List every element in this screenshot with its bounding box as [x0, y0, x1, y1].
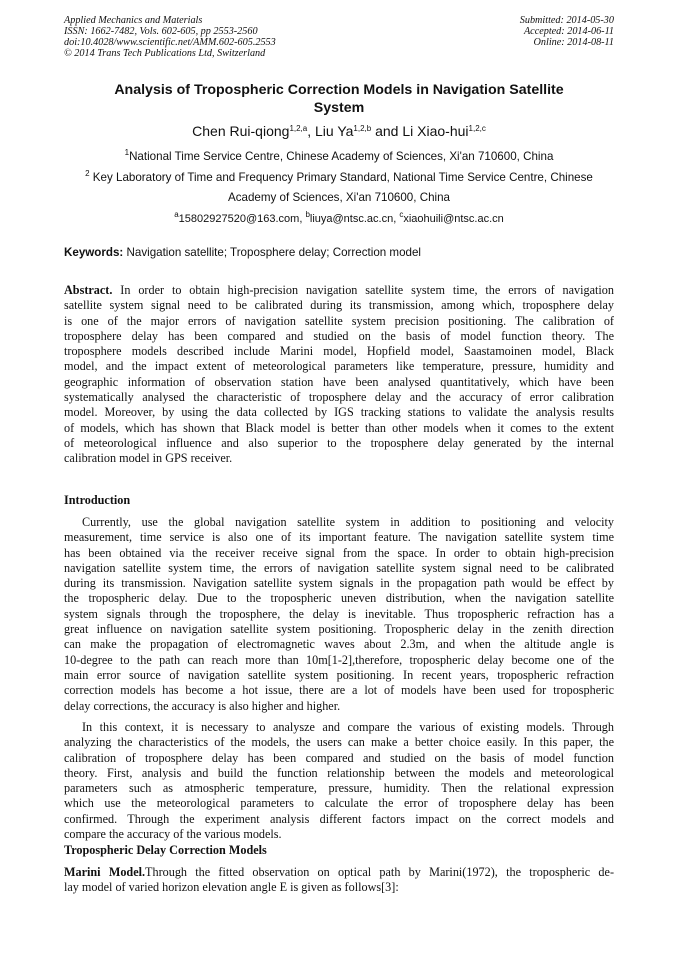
abstract-line: model, and the impact extent of meteorological parameters like temperature, pressure, humidity and: [64, 359, 614, 374]
paragraph-line: confirmed. Through the experiment analysis different factors impact on the correct models and: [64, 811, 614, 826]
paragraph-line: calibration of troposphere delay has been compared and studied on the basis of model function: [64, 750, 614, 765]
paper-title: [64, 81, 614, 117]
journal-doi: doi:10.4028/www.scientific.net/AMM.602-605.2553: [64, 37, 276, 48]
author-affil-sup: 1,2,c: [468, 124, 486, 133]
subsection-label: Marini Model.: [64, 865, 146, 879]
paragraph-line: theory. First, analysis and build the function relationship between the models and meteorological: [64, 765, 614, 780]
abstract-label: Abstract.: [64, 283, 113, 297]
author-name: Li Xiao-hui: [402, 123, 469, 139]
abstract-line: geographic information of observation station have been analysed quantitatively, which have been: [64, 374, 614, 389]
affiliation-number: 1: [124, 148, 130, 157]
introduction-paragraph-1: [64, 515, 614, 714]
submitted-date: Submitted: 2014-05-30: [519, 15, 614, 26]
author-affil-sup: 1,2,a: [289, 124, 308, 133]
paragraph-line: analyzing the characteristics of the models, the users can make a better choice easily. In this paper, the: [64, 735, 614, 750]
paragraph-line: can make the propagation of electromagnetic waves about 2.3m, and when the altitude angle is: [64, 637, 614, 652]
paragraph-line: main error source of navigation satellite system positioning. In recent years, tropospheric refraction: [64, 667, 614, 682]
accepted-date: Accepted: 2014-06-11: [523, 26, 614, 37]
author-name: Liu Ya: [315, 123, 354, 139]
keywords-text: Navigation satellite; Troposphere delay; Correction model: [123, 246, 422, 259]
abstract-line: troposphere models described include Marini model, Hopfield model, Saastamoinen model, Black: [64, 344, 614, 359]
journal-name: Applied Mechanics and Materials: [64, 15, 203, 26]
section-heading-correction-models: Tropospheric Delay Correction Models: [64, 843, 267, 857]
paragraph-line: lay model of varied horizon elevation angle E is given as follows[3]:: [64, 880, 399, 895]
author-affil-sup: 1,2,b: [353, 124, 372, 133]
introduction-paragraph-2: [64, 720, 614, 842]
abstract-line: systematically analysed the characteristic of troposphere delay and the accuracy of error calibration: [64, 390, 614, 405]
author-name: Chen Rui-qiong: [192, 123, 290, 139]
keywords-label: Keywords:: [64, 246, 124, 259]
affiliation-text: Academy of Sciences, Xi'an 710600, China: [228, 191, 450, 204]
paragraph-line: during its transmission. Navigation satellite system signals in the propagation path would be effect by: [64, 576, 614, 591]
journal-issn: ISSN: 1662-7482, Vols. 602-605, pp 2553-2560: [64, 26, 258, 37]
title-line-1: Analysis of Tropospheric Correction Models in Navigation Satellite: [114, 82, 564, 98]
paragraph-line: the tropospheric delay. Due to the tropospheric uneven distribution, when the navigation satellite: [64, 591, 614, 606]
abstract-line: model. Moreover, by using the data collected by IGS tracking stations to validate the analysis results: [64, 405, 614, 420]
paragraph-line: system signals through the troposphere, the delay is inevitable. Thus tropospheric refraction has a: [64, 606, 614, 621]
section-heading-introduction: Introduction: [64, 493, 131, 507]
paragraph-line: In this context, it is necessary to analysze and compare the various of existing models. Through: [82, 720, 614, 734]
affiliation-2: [60, 168, 618, 208]
paragraph-line: parameters such as atmospheric temperature, pressure, humidity. Then the relational expression: [64, 781, 614, 796]
abstract-line: of meteorological influence and also superior to the troposphere delay generated by the internal: [64, 435, 614, 450]
paragraph-line: compare the accuracy of the various models.: [64, 827, 282, 842]
affiliation-1: [60, 147, 618, 167]
journal-header: [64, 15, 276, 59]
author-emails: [64, 211, 614, 227]
abstract-line: satellite system signal need to be calibrated during its transmission, among which, troposphere delay: [64, 298, 614, 313]
email-link[interactable]: 15802927520@163.com,: [178, 213, 306, 225]
online-date: Online: 2014-08-11: [533, 37, 614, 48]
email-link[interactable]: liuya@ntsc.ac.cn,: [309, 213, 400, 225]
email-link[interactable]: xiaohuili@ntsc.ac.cn: [403, 213, 504, 225]
abstract-line: troposphere delay has been compared and studied on the basis of model function theory. The: [64, 328, 614, 343]
abstract-line: calibration model in GPS receiver.: [64, 451, 233, 466]
paragraph-line: correction models has become a hot issue, there are a lot of models have been used for tropospheric: [64, 683, 614, 698]
keywords: [64, 245, 624, 261]
paragraph-line: great influence on navigation satellite system positioning. Tropospheric delay in the zenith direction: [64, 622, 614, 637]
paragraph-line: Currently, use the global navigation satellite system in addition to positioning and velocity: [82, 515, 614, 529]
paragraph-line: which use the meteorological parameters to calculate the error of troposphere delay has been: [64, 796, 614, 811]
abstract-line: of models, which has shown that Black model is better than other models when it comes to the extent: [64, 420, 614, 435]
affiliation-number: 2: [85, 169, 90, 178]
abstract-text: In order to obtain high-precision navigation satellite system time, the errors of navigation: [112, 283, 614, 297]
paragraph-text: Through the fitted observation on optical path by Marini(1972), the tropospheric de-: [145, 865, 614, 879]
author-list: [64, 122, 614, 140]
marini-model-paragraph: [64, 865, 614, 896]
affiliation-text: National Time Service Centre, Chinese Academy of Sciences, Xi'an 710600, China: [129, 150, 554, 163]
email-sup: b: [305, 210, 310, 219]
abstract-line: [64, 283, 614, 298]
paragraph-line: 10-degree to the path can reach more than 10m[1-2],therefore, tropospheric delay become one of the: [64, 652, 614, 667]
paragraph-line: [64, 865, 614, 880]
author-separator: and: [371, 123, 403, 139]
paragraph-line: measurement, time service is also one of its important feature. The navigation satellite system time: [64, 530, 614, 545]
journal-copyright: © 2014 Trans Tech Publications Ltd, Switzerland: [64, 48, 266, 59]
abstract: [64, 283, 614, 467]
title-line-2: System: [313, 100, 365, 116]
affiliation-text: Key Laboratory of Time and Frequency Primary Standard, National Time Service Centre, Chinese: [89, 171, 593, 184]
author-separator: ,: [307, 123, 316, 139]
paragraph-line: delay corrections, the accuracy is also higher and higher.: [64, 698, 341, 713]
email-sup: c: [399, 210, 404, 219]
submission-dates: [520, 15, 614, 48]
paragraph-line: navigation satellite system time, the errors of navigation satellite system signal need to be calibrated: [64, 560, 614, 575]
paragraph-line: has been obtained via the receiver receive signal from the space. In order to obtain high-precision: [64, 545, 614, 560]
abstract-line: is one of the major errors of navigation satellite system precision positioning. The calibration of: [64, 313, 614, 328]
email-sup: a: [174, 210, 179, 219]
